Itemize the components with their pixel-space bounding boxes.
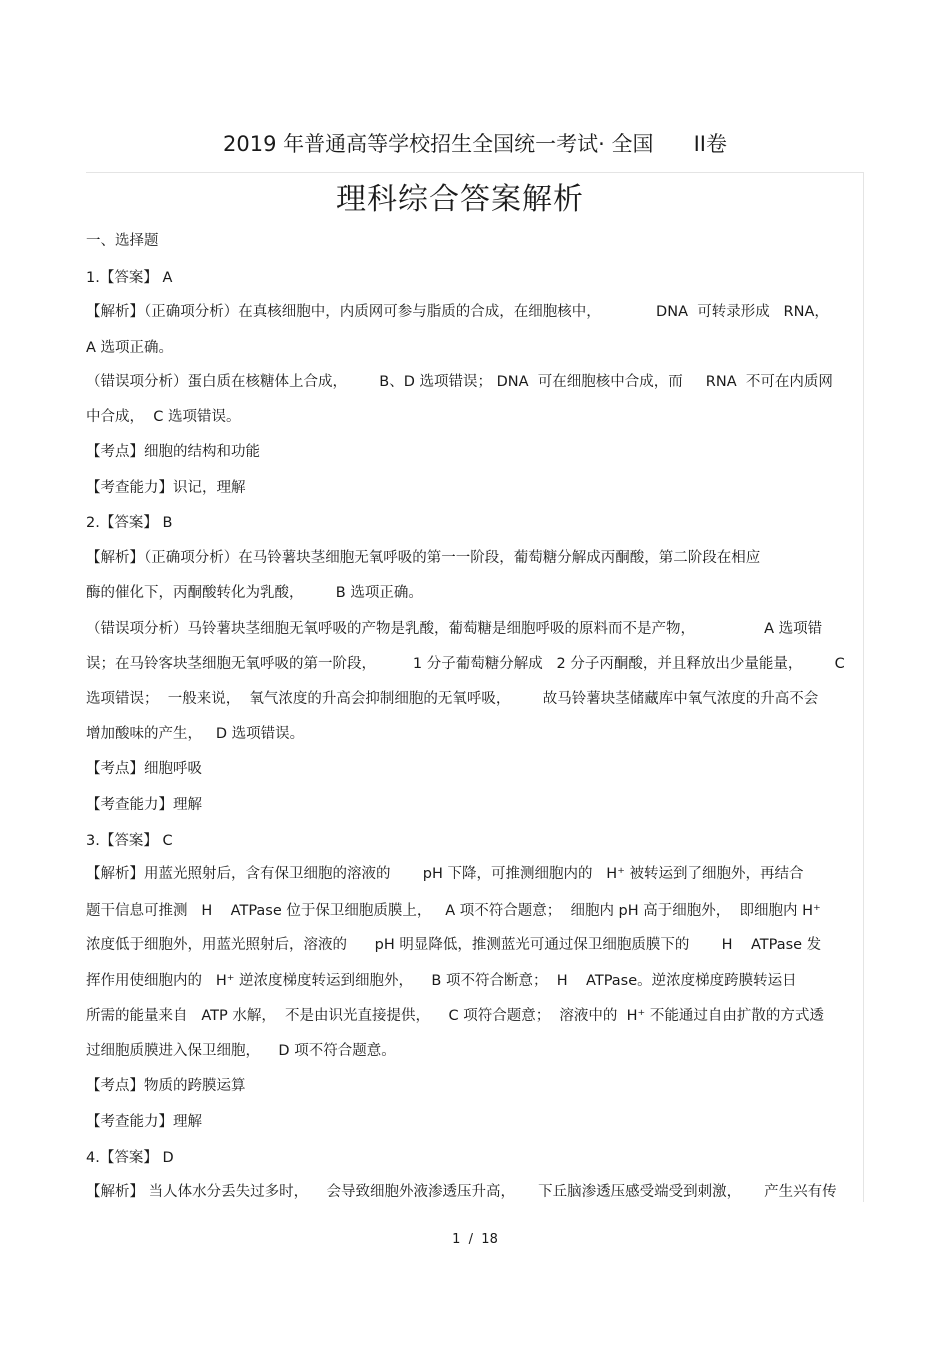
analysis-line: 【解析】 当人体水分丢失过多时， 会导致细胞外液渗透压升高， 下丘脑渗透压感受端受到刺激， 产生兴有传 <box>86 1184 837 1200</box>
analysis-line: （错误项分析）马铃薯块茎细胞无氧呼吸的产物是乳酸，葡萄糖是细胞呼吸的原料而不是产物， A 选项错 <box>86 621 823 637</box>
analysis-line: 浓度低于细胞外，用蓝光照射后，溶液的 pH 明显降低，推测蓝光可通过保卫细胞质膜下的 H ATPase 发 <box>86 937 822 953</box>
analysis-line: 挥作用使细胞内的 H⁺ 逆浓度梯度转运到细胞外， B 项不符合断意； H ATPase。逆浓度梯度跨膜转运日 <box>86 973 797 989</box>
analysis-line: 【解析】用蓝光照射后，含有保卫细胞的溶液的 pH 下降，可推测细胞内的 H⁺ 被转运到了细胞外，再结合 <box>86 866 804 882</box>
page-indicator: 1 / 18 <box>452 1232 498 1247</box>
ability-line: 【考查能力】理解 <box>86 1114 202 1130</box>
analysis-line: 酶的催化下，丙酮酸转化为乳酸， B 选项正确。 <box>86 585 423 601</box>
section-heading: 一、选择题 <box>86 233 159 249</box>
document-title: 2019 年普通高等学校招生全国统一考试· 全国 II卷 <box>223 132 727 156</box>
ability-line: 【考查能力】识记，理解 <box>86 480 246 496</box>
analysis-line: 过细胞质膜进入保卫细胞， D 项不符合题意。 <box>86 1043 396 1059</box>
answer-line: 2.【答案】 B <box>86 515 173 531</box>
analysis-line: A 选项正确。 <box>86 340 174 356</box>
analysis-line: 误；在马铃客块茎细胞无氧呼吸的第一阶段， 1 分子葡萄糖分解成 2 分子丙酮酸，并且释放出少量能量， C <box>86 656 845 672</box>
analysis-line: 【解析】（正确项分析）在真核细胞中，内质网可参与脂质的合成，在细胞核中， DNA 可转录形成 RNA， <box>86 304 829 320</box>
analysis-line: （错误项分析）蛋白质在核糖体上合成， B、D 选项错误； DNA 可在细胞核中合成，而 RNA 不可在内质网 <box>86 374 833 390</box>
document-subtitle: 理科综合答案解析 <box>336 182 584 217</box>
topic-line: 【考点】细胞的结构和功能 <box>86 444 260 460</box>
analysis-line: 所需的能量来自 ATP 水解， 不是由识光直接提供， C 项符合题意； 溶液中的 H⁺ 不能通过自由扩散的方式透 <box>86 1008 824 1024</box>
answer-line: 4.【答案】 D <box>86 1150 174 1166</box>
header-divider <box>86 172 864 173</box>
analysis-line: 题干信息可推测 H ATPase 位于保卫细胞质膜上， A 项不符合题意； 细胞内 pH 高于细胞外， 即细胞内 H⁺ <box>86 903 821 919</box>
answer-line: 3.【答案】 C <box>86 833 173 849</box>
analysis-line: 中合成， C 选项错误。 <box>86 409 241 425</box>
answer-line: 1.【答案】 A <box>86 270 173 286</box>
analysis-line: 选项错误； 一般来说， 氧气浓度的升高会抑制细胞的无氧呼吸， 故马铃薯块茎储藏库中氧气浓度的升高不会 <box>86 691 819 707</box>
ability-line: 【考查能力】理解 <box>86 797 202 813</box>
analysis-line: 增加酸味的产生， D 选项错误。 <box>86 726 305 742</box>
topic-line: 【考点】物质的跨膜运算 <box>86 1078 246 1094</box>
analysis-line: 【解析】（正确项分析）在马铃薯块茎细胞无氧呼吸的第一一阶段，葡萄糖分解成丙酮酸，第二阶段在相应 <box>86 550 761 566</box>
right-margin-line <box>863 172 864 1202</box>
topic-line: 【考点】细胞呼吸 <box>86 761 202 777</box>
